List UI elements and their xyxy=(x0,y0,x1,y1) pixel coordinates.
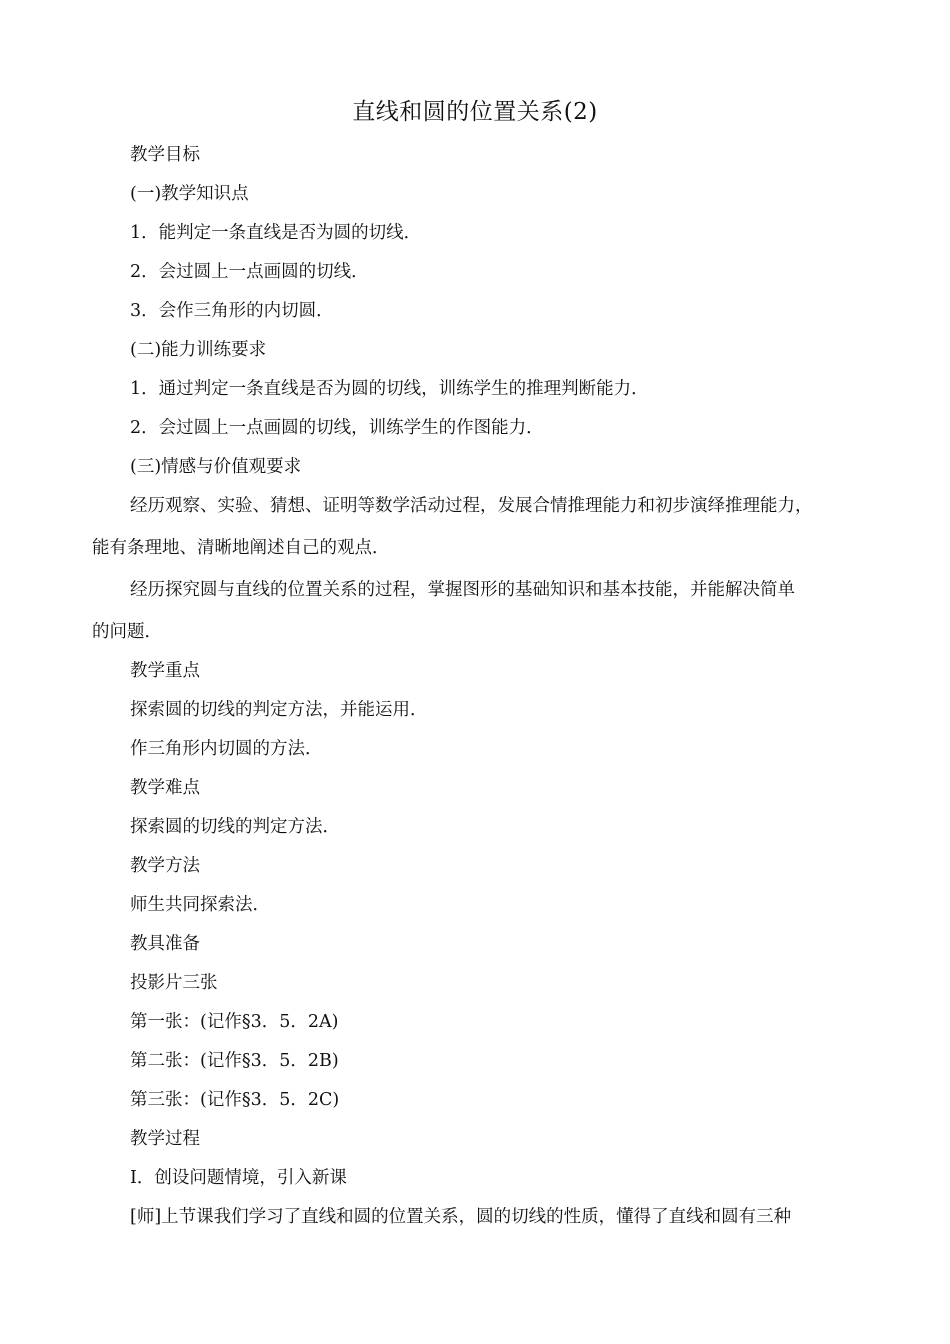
paragraph: 探索圆的切线的判定方法，并能运用． xyxy=(130,700,428,720)
section-heading-teaching-method: 教学方法 xyxy=(130,856,200,876)
section-heading-key-points: 教学重点 xyxy=(130,661,200,681)
subheading-knowledge-points: (一)教学知识点 xyxy=(130,184,249,204)
subheading-step-one: Ⅰ．创设问题情境，引入新课 xyxy=(130,1168,347,1188)
list-item: 1．通过判定一条直线是否为圆的切线，训练学生的推理判断能力． xyxy=(130,379,649,399)
document-body xyxy=(92,136,868,1237)
list-item: 第三张：(记作§3．5．2C) xyxy=(130,1090,340,1110)
paragraph: 投影片三张 xyxy=(130,973,218,993)
paragraph-line: [师]上节课我们学习了直线和圆的位置关系，圆的切线的性质，懂得了直线和圆有三种 xyxy=(130,1207,792,1227)
subheading-emotion-values: (三)情感与价值观要求 xyxy=(130,457,302,477)
paragraph: 师生共同探索法． xyxy=(130,895,270,915)
list-item: 第二张：(记作§3．5．2B) xyxy=(130,1051,339,1071)
list-item: 3．会作三角形的内切圆． xyxy=(130,301,334,321)
section-heading-teaching-aids: 教具准备 xyxy=(130,934,200,954)
paragraph-line-continuation: 能有条理地、清晰地阐述自己的观点． xyxy=(92,538,390,558)
document-title: 直线和圆的位置关系(2) xyxy=(352,99,598,125)
section-heading-difficulties: 教学难点 xyxy=(130,778,200,798)
paragraph-line: 经历观察、实验、猜想、证明等数学活动过程，发展合情推理能力和初步演绎推理能力， xyxy=(130,496,813,516)
list-item: 2．会过圆上一点画圆的切线． xyxy=(130,262,369,282)
list-item: 第一张：(记作§3．5．2A) xyxy=(130,1012,339,1032)
list-item: 1．能判定一条直线是否为圆的切线． xyxy=(130,223,422,243)
section-heading-teaching-goals: 教学目标 xyxy=(130,145,200,165)
paragraph-line-continuation: 的问题． xyxy=(92,622,162,642)
paragraph: 探索圆的切线的判定方法． xyxy=(130,817,340,837)
list-item: 2．会过圆上一点画圆的切线，训练学生的作图能力． xyxy=(130,418,544,438)
subheading-ability-training: (二)能力训练要求 xyxy=(130,340,267,360)
paragraph: 作三角形内切圆的方法． xyxy=(130,739,323,759)
paragraph-line: 经历探究圆与直线的位置关系的过程，掌握图形的基础知识和基本技能，并能解决简单 xyxy=(130,580,795,600)
section-heading-teaching-process: 教学过程 xyxy=(130,1129,200,1149)
